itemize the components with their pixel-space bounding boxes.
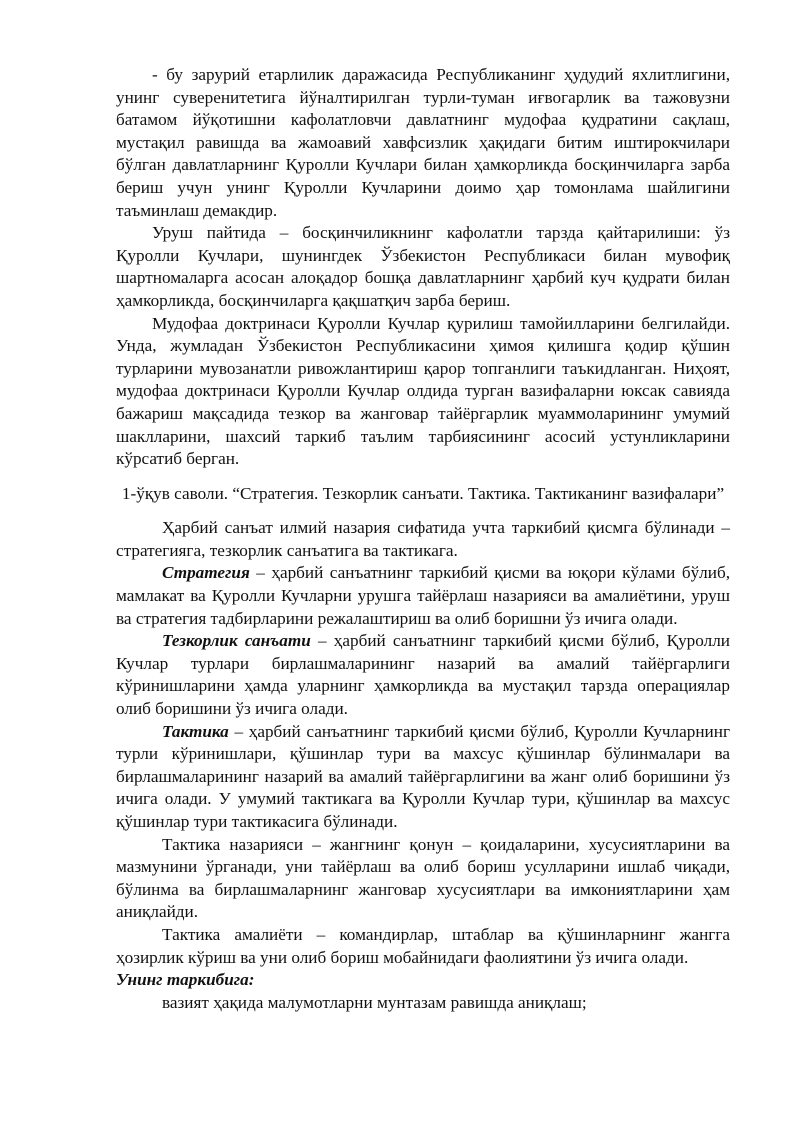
paragraph-tactics-practice xyxy=(116,924,730,992)
section-heading: 1-ўқув саволи. “Стратегия. Тезкорлик санъати. Тактика. Тактиканинг вазифалари” xyxy=(121,483,725,503)
paragraph-tactics-theory: Тактика назарияси – жангнинг қонун – қоидаларини, хусусиятларини ва мазмунини ўрганади, уни тайёрлаш ва олиб бориш усулларини ишлаб чиқади, бўлинма ва бирлашмаларнинг жанговар хусусиятлари ва имкониятларини ҳам аниқлайди. xyxy=(116,834,730,922)
composition-label: Унинг таркибига: xyxy=(116,970,255,990)
definition-operational-art: – ҳарбий санъатнинг таркибий қисми бўлиб, Қуролли Кучлар турлари бирлашмаларининг назарий ва амалий тайёргарлиги кўринишларини ҳамда уларнинг ҳамкорликда ва мустақил тарзда операциялар олиб боришини ўз ичига олади. xyxy=(116,631,730,719)
paragraph-wartime: Уруш пайтида – босқинчиликнинг кафолатли тарзда қайтарилиши: ўз Қуролли Кучлари, шунингдек Ўзбекистон Республикаси билан мувофиқ шартномаларга асосан алоқадор бошқа давлатларнинг ҳарбий куч қудрати билан ҳамкорликда, босқинчиларга қақшатқич зарба бериш. xyxy=(116,223,730,310)
paragraph-defense-doctrine: Мудофаа доктринаси Қуролли Кучлар қурилиш тамойилларини белгилайди. Унда, жумладан Ўзбекистон Республикасини ҳимоя қилишга қодир қўшин турларини мувозанатли ривожлантириш қарор топганлиги таъкидланган. Ниҳоят, мудофаа доктринаси Қуролли Кучлар олдида турган вазифаларни юксак савияда бажариш мақсадида тезкор ва жанговар тайёргарлик муаммоларининг умумий шаклларини, шахсий таркиб таълим тарбиясининг асосий устунликларини кўрсатиб берган. xyxy=(116,313,730,469)
term-operational-art: Тезкорлик санъати xyxy=(162,631,311,651)
definition-tactics: – ҳарбий санъатнинг таркибий қисми бўлиб, Қуролли Кучларнинг турли кўринишлари, қўшинлар тури ва махсус қўшинлар бўлинмалари ва бирлашмаларининг назарий ва амалий тайёргарлигини ва жанг олиб боришини ўз ичига олади. У умумий тактикага ва Қуролли Кучлар тури, қўшинлар ва махсус қўшинлар тури тактикасига бўлинади. xyxy=(116,721,730,831)
paragraph-military-art: Ҳарбий санъат илмий назария сифатида учта таркибий қисмга бўлинади – стратегияга, тезкорлик санъатига ва тактикага. xyxy=(116,518,730,560)
paragraph-tactics xyxy=(116,721,730,834)
paragraph-operational-art xyxy=(116,630,730,720)
definition-strategy: – ҳарбий санъатнинг таркибий қисми ва юқори кўлами бўлиб, мамлакат ва Қуролли Кучларни урушга тайёрлаш назарияси ва амалиётини, уруш ва стратегия тадбирларини режалаштириш ва олиб боришни ўз ичига олади. xyxy=(116,563,730,628)
tactics-practice-text: Тактика амалиёти – командирлар, штаблар ва қўшинларнинг жангга ҳозирлик кўриш ва уни олиб бориш мобайнидаги фаолиятини ўз ичига олади. xyxy=(116,924,730,967)
list-item: вазият ҳақида малумотларни мунтазам равишда аниқлаш; xyxy=(162,992,587,1012)
term-strategy: Стратегия xyxy=(162,563,250,583)
paragraph-defense-readiness: - бу зарурий етарлилик даражасида Республиканинг ҳудудий яхлитлигини, унинг суверенитетига йўналтирилган турли-туман иғвогарлик ва тажовузни батамом йўқотишни кафолатловчи давлатнинг мудофаа қудратини сақлаш, мустақил равишда ва жамоавий хавфсизлик ҳақидаги битим иштирокчилари бўлган давлатларнинг Қуролли Кучлари билан ҳамкорликда босқинчиларга зарба бериш учун унинг Қуролли Кучларини доимо ҳар томонлама шайлигини таъминлаш демакдир. xyxy=(116,65,730,220)
term-tactics: Тактика xyxy=(162,721,229,741)
paragraph-strategy xyxy=(116,562,730,630)
